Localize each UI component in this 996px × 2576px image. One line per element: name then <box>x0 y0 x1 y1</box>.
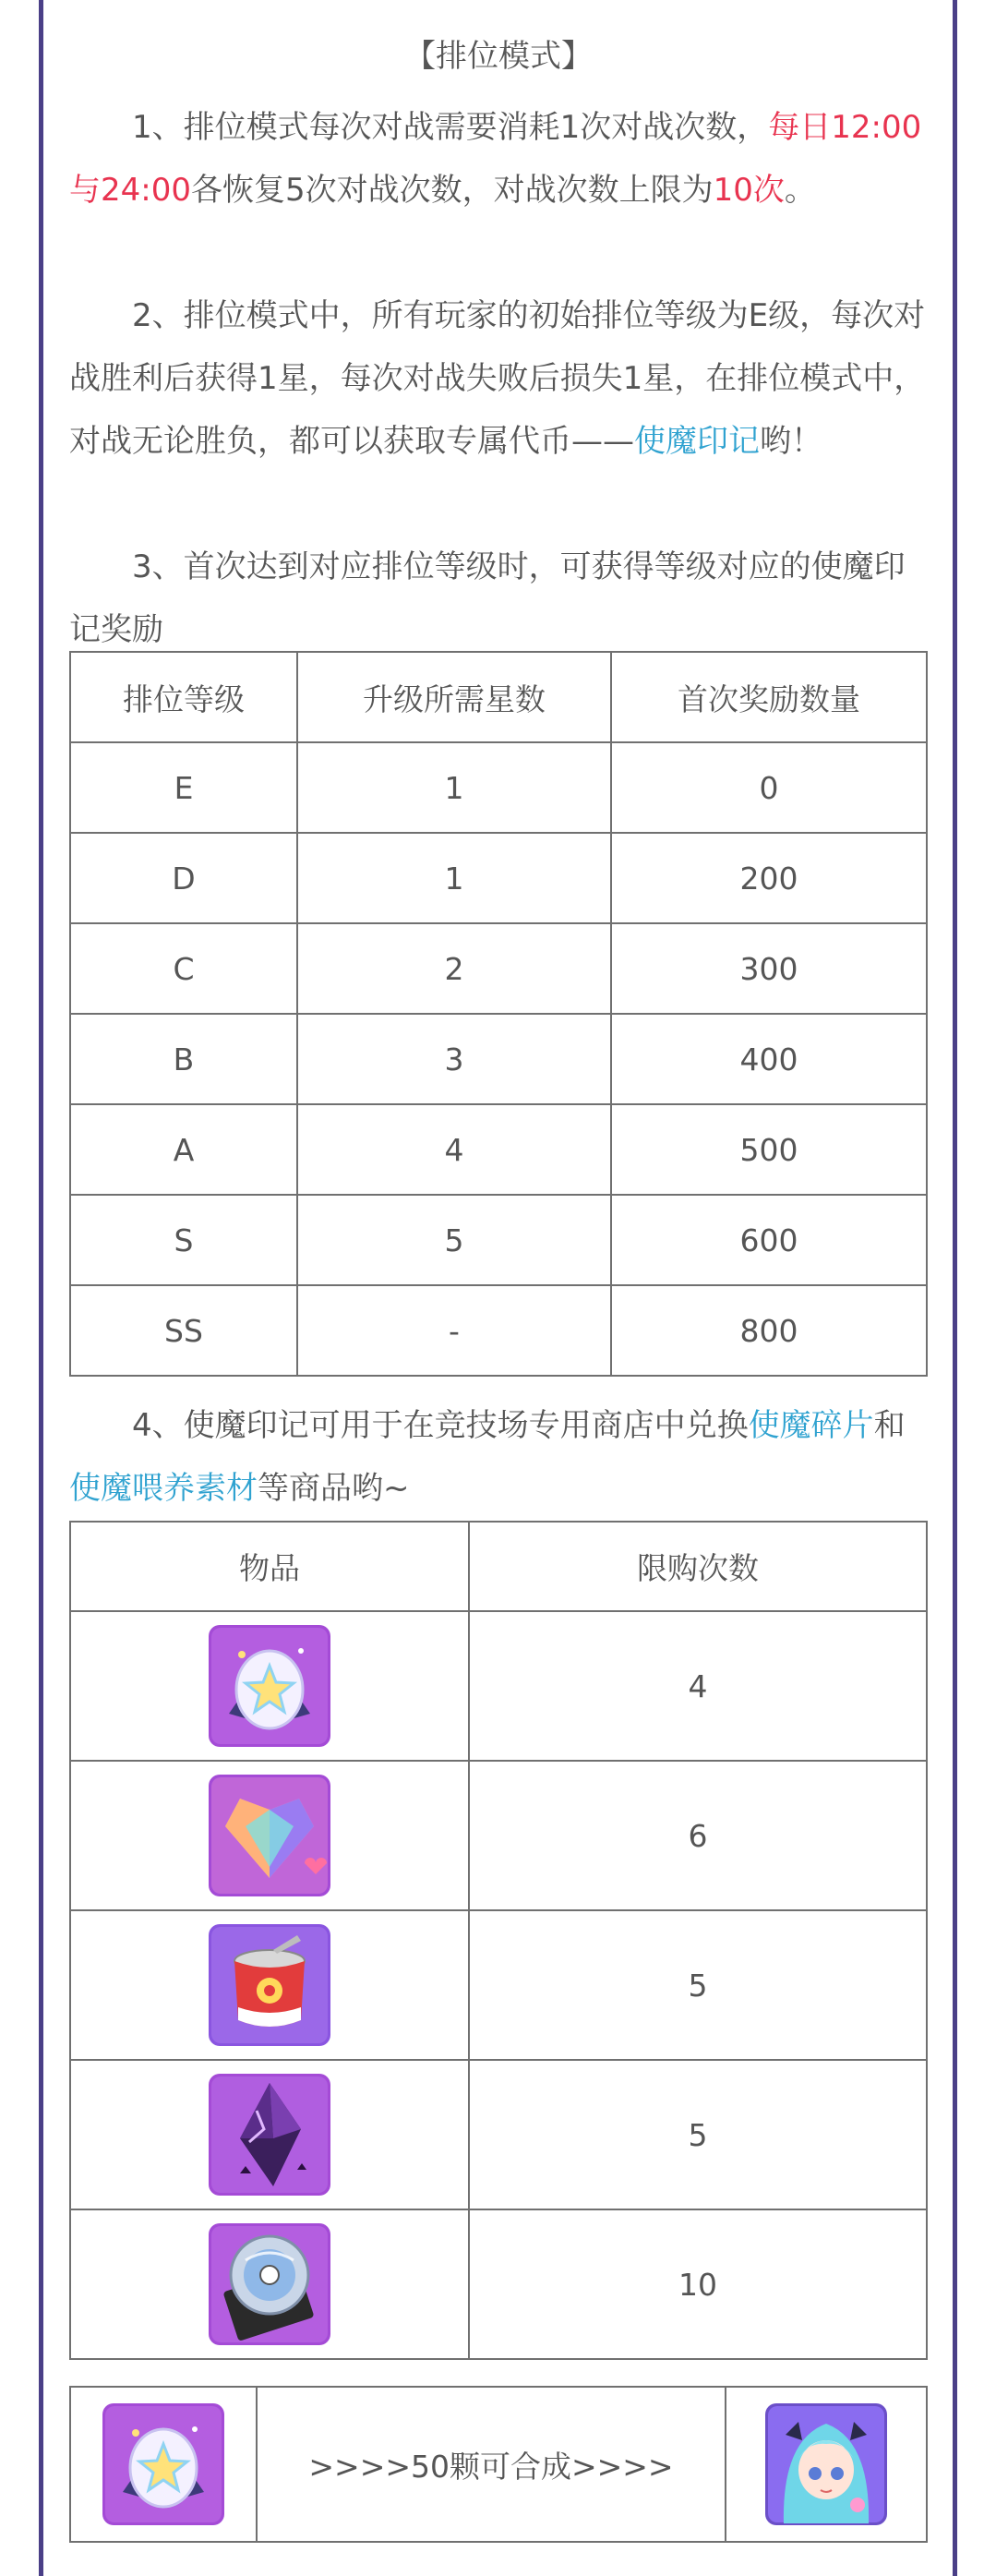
rule-2 <box>69 284 928 473</box>
shop-item-cell <box>70 2060 469 2209</box>
rank-row <box>70 742 927 833</box>
familiar-character-portrait-icon <box>765 2403 887 2525</box>
header-rank-level: 排位等级 <box>70 652 297 742</box>
rank-row <box>70 1014 927 1104</box>
rank-level-cell: SS <box>70 1285 297 1376</box>
rank-reward-table <box>69 651 928 1377</box>
rank-level-cell: E <box>70 742 297 833</box>
combine-source-cell <box>70 2387 257 2542</box>
shop-row <box>70 1910 927 2060</box>
rule-number: 2、 <box>132 297 184 334</box>
rank-level-cell: S <box>70 1195 297 1285</box>
shop-row <box>70 2209 927 2359</box>
shop-row <box>70 2060 927 2209</box>
rank-row <box>70 833 927 923</box>
first-reward-cell: 0 <box>611 742 927 833</box>
shop-table-header <box>70 1522 927 1611</box>
purchase-limit-cell: 6 <box>469 1761 927 1910</box>
rule-text: 使魔印记可用于在竞技场专用商店中兑换 <box>183 1407 749 1444</box>
header-purchase-limit: 限购次数 <box>469 1522 927 1611</box>
first-reward-cell: 500 <box>611 1104 927 1195</box>
first-reward-cell: 200 <box>611 833 927 923</box>
highlight-text: 10次 <box>713 172 785 209</box>
rule-text: 排位模式每次对战需要消耗1次对战次数， <box>183 109 769 146</box>
highlight-text: 使魔喂养素材 <box>69 1470 258 1507</box>
stars-needed-cell: 3 <box>297 1014 611 1104</box>
stars-needed-cell: 1 <box>297 833 611 923</box>
shop-row <box>70 1761 927 1910</box>
rule-text: 和 <box>873 1407 906 1444</box>
dark-crystal-icon <box>209 2074 330 2196</box>
shop-row <box>70 1611 927 1761</box>
purchase-limit-cell: 10 <box>469 2209 927 2359</box>
combine-result-cell <box>726 2387 927 2542</box>
purchase-limit-cell: 5 <box>469 2060 927 2209</box>
food-can-icon <box>209 1924 330 2046</box>
rule-text: 哟！ <box>760 423 822 460</box>
header-item: 物品 <box>70 1522 469 1611</box>
rule-number: 1、 <box>132 109 184 146</box>
highlight-text: 每日12:00与24:00 <box>69 109 922 209</box>
star-egg-icon <box>102 2403 224 2525</box>
first-reward-cell: 300 <box>611 923 927 1014</box>
rank-level-cell: B <box>70 1014 297 1104</box>
shop-item-cell <box>70 1910 469 2060</box>
header-first-reward: 首次奖励数量 <box>611 652 927 742</box>
rank-table-header <box>70 652 927 742</box>
left-frame-border <box>39 0 43 2576</box>
rule-text: 首次达到对应排位等级时，可获得等级对应的使魔印记奖励 <box>69 548 906 648</box>
shop-item-cell <box>70 2209 469 2359</box>
rainbow-heart-crystal-icon <box>209 1775 330 1896</box>
combine-text: >>>>50颗可合成>>>> <box>257 2387 726 2542</box>
rank-row <box>70 923 927 1014</box>
highlight-text: 使魔印记 <box>634 423 760 460</box>
rank-row <box>70 1104 927 1195</box>
rule-text: 排位模式中，所有玩家的初始排位等级为E级，每次对战胜利后获得1星，每次对战失败后损失1星，在排位模式中，对战无论胜负，都可以获取专属代币—— <box>69 297 926 460</box>
right-frame-border <box>953 0 957 2576</box>
stars-needed-cell: 2 <box>297 923 611 1014</box>
stars-needed-cell: - <box>297 1285 611 1376</box>
rule-number: 3、 <box>132 548 184 585</box>
shop-item-cell <box>70 1761 469 1910</box>
first-reward-cell: 800 <box>611 1285 927 1376</box>
star-egg-icon <box>209 1625 330 1747</box>
shop-item-cell <box>70 1611 469 1761</box>
rank-row <box>70 1195 927 1285</box>
rule-1 <box>69 96 928 222</box>
rule-text: 各恢复5次对战次数，对战次数上限为 <box>190 172 714 209</box>
section-title: 【排位模式】 <box>404 38 593 75</box>
rank-level-cell: C <box>70 923 297 1014</box>
stars-needed-cell: 5 <box>297 1195 611 1285</box>
rank-row <box>70 1285 927 1376</box>
rank-level-cell: A <box>70 1104 297 1195</box>
first-reward-cell: 600 <box>611 1195 927 1285</box>
purchase-limit-cell: 5 <box>469 1910 927 2060</box>
music-disc-icon <box>209 2223 330 2345</box>
stars-needed-cell: 1 <box>297 742 611 833</box>
rule-number: 4、 <box>132 1407 184 1444</box>
combine-table <box>69 2386 928 2543</box>
rule-text: 等商品哟~ <box>258 1470 410 1507</box>
purchase-limit-cell: 4 <box>469 1611 927 1761</box>
rule-text: 。 <box>784 172 816 209</box>
rule-4 <box>69 1394 928 1520</box>
combine-row <box>70 2387 927 2542</box>
rule-3 <box>69 536 928 661</box>
rank-level-cell: D <box>70 833 297 923</box>
highlight-text: 使魔碎片 <box>748 1407 874 1444</box>
header-stars-needed: 升级所需星数 <box>297 652 611 742</box>
first-reward-cell: 400 <box>611 1014 927 1104</box>
stars-needed-cell: 4 <box>297 1104 611 1195</box>
shop-limit-table <box>69 1521 928 2360</box>
